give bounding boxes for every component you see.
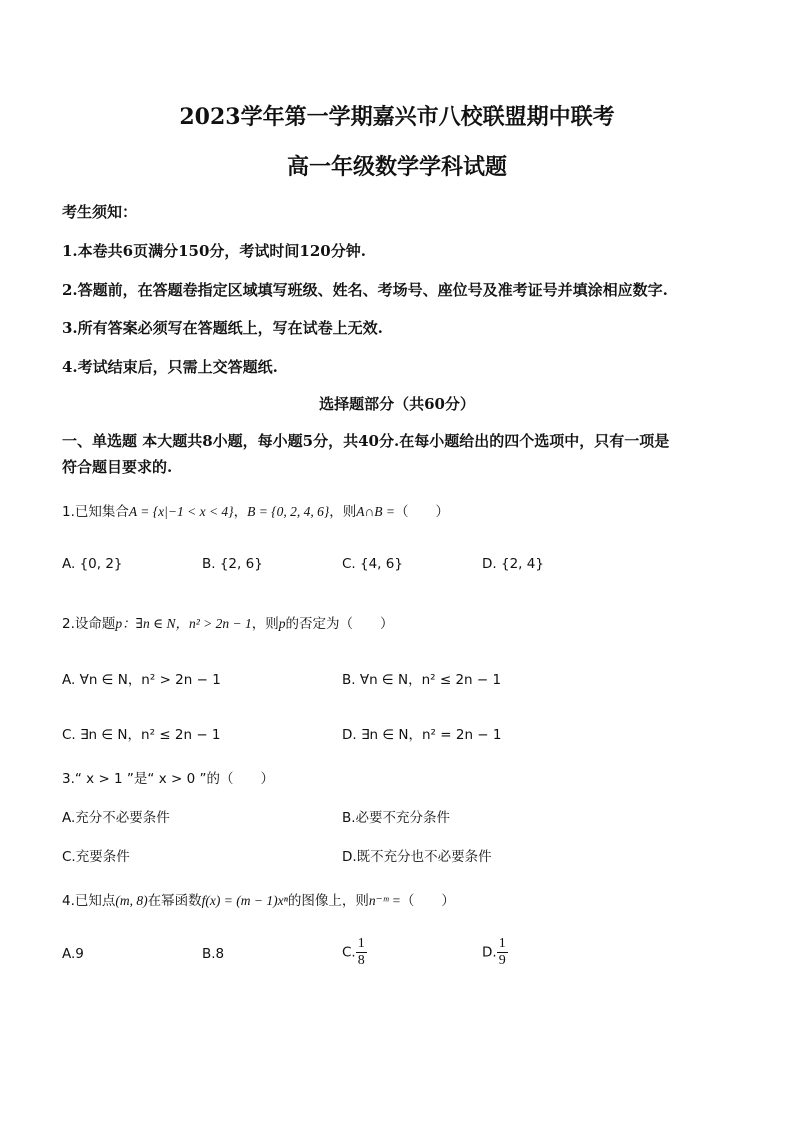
q1-option-c: C. {4, 6} bbox=[342, 556, 403, 572]
q2-suffix: 的否定为（ ） bbox=[285, 616, 394, 632]
q1-option-d: D. {2, 4} bbox=[482, 556, 544, 572]
q3-option-c: C.充要条件 bbox=[62, 849, 130, 865]
question-3-stem: 3.“ x > 1 ”是“ x > 0 ”的（ ） bbox=[62, 771, 274, 787]
q1-option-a: A. {0, 2} bbox=[62, 556, 123, 572]
q4-mid2: 的图像上，则 bbox=[287, 893, 369, 909]
notice-item-2: 2.答题前，在答题卷指定区域填写班级、姓名、考场号、座位号及准考证号并填涂相应数字. bbox=[62, 281, 668, 299]
fraction-denominator: 8 bbox=[357, 953, 365, 968]
q2-option-b: B. ∀n ∈ N，n² ≤ 2n − 1 bbox=[342, 672, 502, 688]
q4-option-c bbox=[342, 936, 367, 969]
q1-suffix: （ ） bbox=[394, 504, 449, 520]
q2-option-c: C. ∃n ∈ N，n² ≤ 2n − 1 bbox=[62, 727, 221, 743]
section-title: 选择题部分（共60分） bbox=[319, 395, 475, 413]
q3-option-d: D.既不充分也不必要条件 bbox=[342, 849, 492, 865]
q1-set-a: A = {x|−1 < x < 4} bbox=[128, 504, 234, 519]
question-1-stem bbox=[62, 500, 449, 520]
question-2-stem bbox=[62, 612, 393, 632]
q4-option-c-label: C. bbox=[342, 944, 356, 961]
q1-mid: ，则 bbox=[329, 504, 357, 520]
q3-option-a: A.充分不必要条件 bbox=[62, 810, 170, 826]
question-4-stem bbox=[62, 889, 455, 909]
fraction-denominator: 9 bbox=[498, 953, 506, 968]
q4-mid: 在幂函数 bbox=[147, 893, 202, 909]
part-heading-line2: 符合题目要求的. bbox=[62, 458, 173, 476]
q4-option-c-fraction bbox=[356, 936, 367, 969]
q1-expr: A∩B = bbox=[356, 504, 395, 519]
q2-p: p bbox=[115, 616, 123, 631]
q3-option-b: B.必要不充分条件 bbox=[342, 810, 451, 826]
q4-point: (m, 8) bbox=[115, 893, 148, 908]
q2-option-d: D. ∃n ∈ N，n² = 2n − 1 bbox=[342, 727, 502, 743]
q2-condition: ：∃n ∈ N，n² > 2n − 1 bbox=[122, 616, 252, 631]
part-heading-line1: 一、单选题 本大题共8小题，每小题5分，共40分.在每小题给出的四个选项中，只有一项是 bbox=[62, 432, 670, 450]
q4-prefix: 4.已知点 bbox=[62, 893, 116, 909]
fraction-numerator: 1 bbox=[498, 936, 506, 951]
q4-option-d bbox=[482, 936, 508, 969]
notice-item-1: 1.本卷共6页满分150分，考试时间120分钟. bbox=[62, 242, 366, 260]
q4-expr: n⁻ᵐ = bbox=[368, 893, 401, 908]
exam-subtitle: 高一年级数学学科试题 bbox=[286, 154, 507, 180]
q1-set-b: B = {0, 2, 4, 6} bbox=[247, 504, 330, 519]
fraction-numerator: 1 bbox=[357, 936, 365, 951]
q4-suffix: （ ） bbox=[400, 893, 455, 909]
notice-item-3: 3.所有答案必须写在答题纸上，写在试卷上无效. bbox=[62, 319, 383, 337]
q1-prefix: 1.已知集合 bbox=[62, 504, 129, 520]
q2-prefix: 2.设命题 bbox=[62, 616, 116, 632]
q2-p2: p bbox=[278, 616, 286, 631]
q4-option-d-label: D. bbox=[482, 944, 497, 961]
q4-option-b: B.8 bbox=[202, 946, 225, 962]
notice-heading: 考生须知： bbox=[62, 203, 138, 221]
q2-mid: ，则 bbox=[251, 616, 279, 632]
q4-option-a: A.9 bbox=[62, 946, 84, 962]
q2-option-a: A. ∀n ∈ N，n² > 2n − 1 bbox=[62, 672, 221, 688]
q4-option-d-fraction bbox=[497, 936, 508, 969]
notice-item-4: 4.考试结束后，只需上交答题纸. bbox=[62, 358, 278, 376]
q1-sep: ， bbox=[233, 504, 248, 520]
exam-title: 2023学年第一学期嘉兴市八校联盟期中联考 bbox=[179, 104, 615, 130]
q4-func: f(x) = (m − 1)xⁿ bbox=[201, 893, 288, 908]
q1-option-b: B. {2, 6} bbox=[202, 556, 263, 572]
